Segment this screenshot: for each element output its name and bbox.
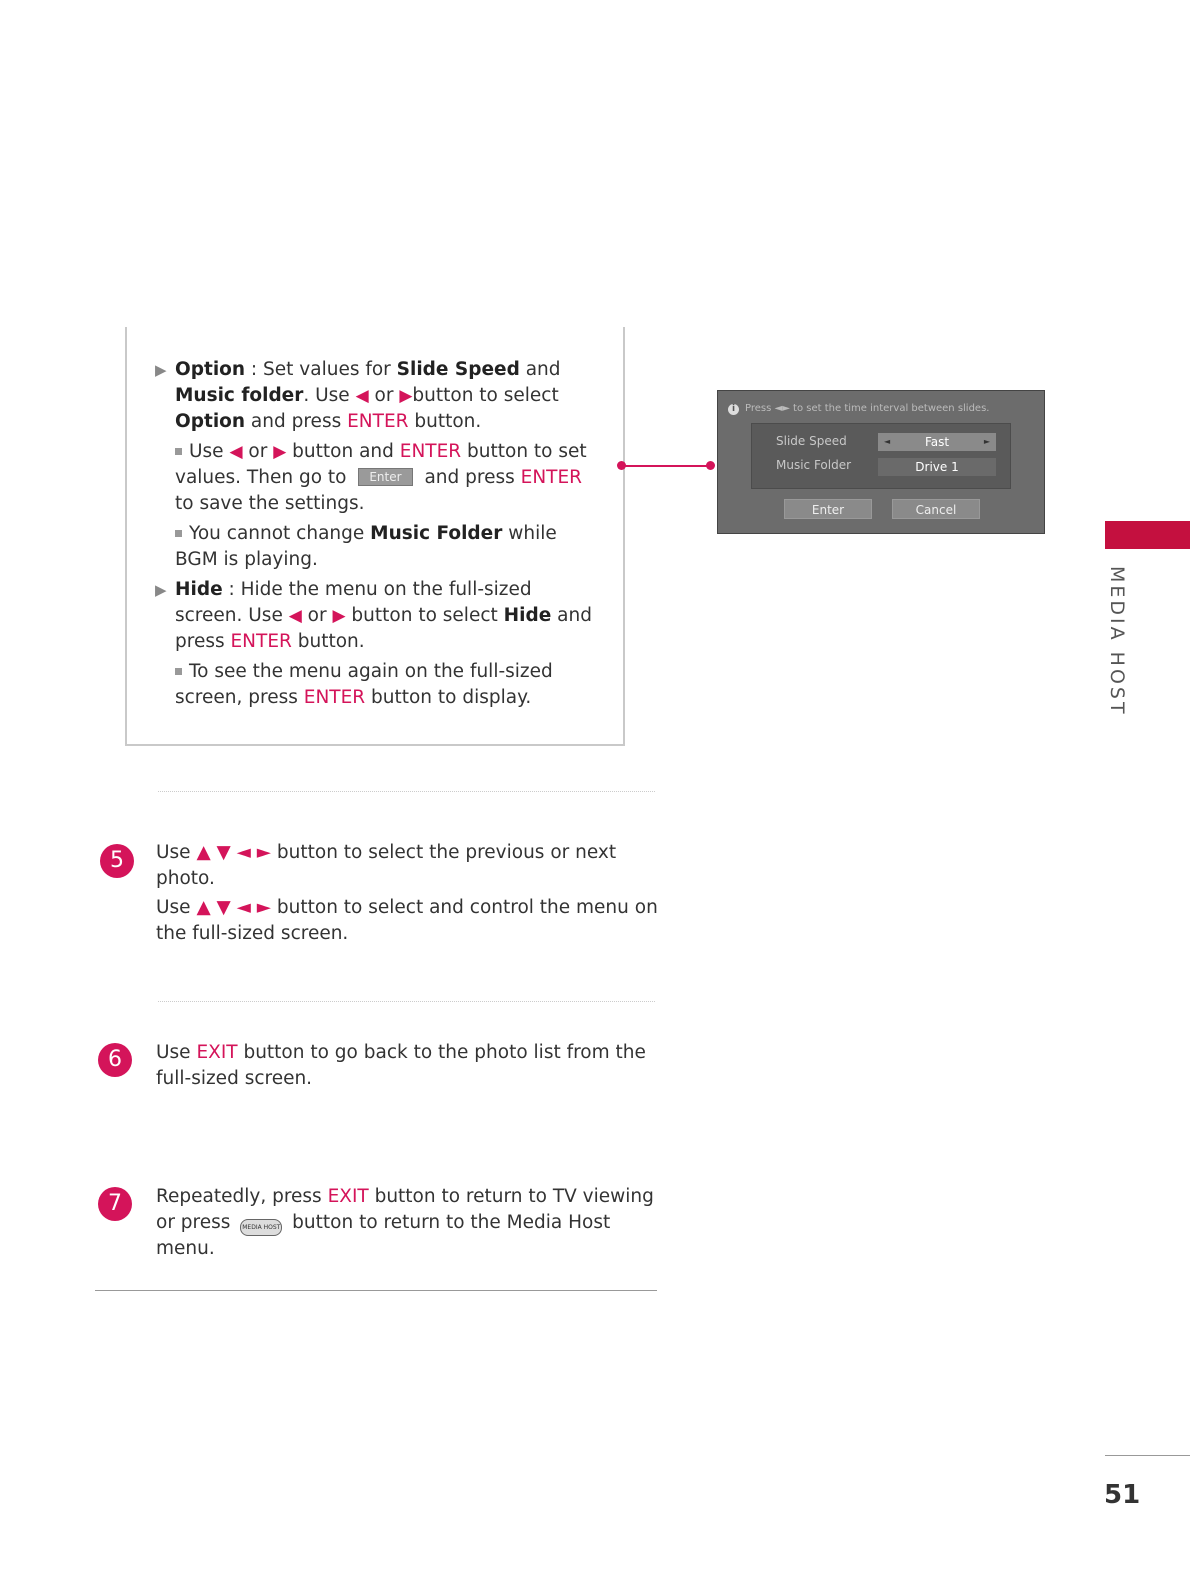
- osd-hint: [728, 403, 989, 415]
- callout-dot-left: [617, 461, 626, 470]
- right-arrow-icon[interactable]: ►: [983, 437, 990, 446]
- option-note-1: [155, 439, 600, 517]
- enter-term: ENTER: [347, 411, 409, 432]
- text: Use: [156, 897, 197, 918]
- slide-speed-term: Slide Speed: [396, 359, 520, 380]
- enter-term: ENTER: [399, 441, 462, 462]
- right-arrow-icon: ▶: [399, 386, 413, 406]
- step-5-badge: 5: [100, 844, 134, 878]
- left-arrow-icon: ◀: [288, 606, 302, 626]
- square-bullet-icon: [175, 448, 182, 455]
- text: and press: [245, 411, 348, 432]
- text: To see the menu again on the full-sized screen, press: [175, 661, 553, 708]
- slide-speed-value: Fast: [924, 435, 950, 449]
- section-label: MEDIA HOST: [1106, 566, 1128, 717]
- text: and: [519, 359, 561, 380]
- osd-settings-panel: [751, 423, 1011, 489]
- osd-hint-text: Press ◄► to set the time interval between slides.: [745, 403, 990, 414]
- text: button to select the previous or next photo.: [156, 842, 617, 889]
- left-arrow-icon[interactable]: ◄: [884, 437, 891, 446]
- text: or: [368, 385, 400, 406]
- option-menu-screenshot: [717, 390, 1045, 534]
- text: button to return to TV viewing or press: [156, 1186, 654, 1233]
- text: Repeatedly, press: [156, 1186, 328, 1207]
- text: button to go back to the photo list from the full-sized screen.: [156, 1042, 646, 1089]
- text: button to return to the Media Host menu.: [156, 1212, 611, 1259]
- square-bullet-icon: [175, 668, 182, 675]
- step-5-text-1: [156, 840, 661, 892]
- music-folder-label: Music Folder: [776, 458, 852, 472]
- text: button and: [286, 441, 400, 462]
- text: or: [301, 605, 333, 626]
- dotted-separator: [158, 1001, 655, 1002]
- left-arrow-icon: ◀: [355, 386, 369, 406]
- hide-note-1: [155, 659, 600, 711]
- text: button to set values. Then go to: [175, 441, 587, 488]
- text: : Hide the menu on the full-sized screen. Use: [175, 579, 532, 626]
- page-number-rule: [1105, 1455, 1190, 1456]
- enter-term: ENTER: [303, 687, 366, 708]
- media-host-button-icon: MEDIA HOST: [240, 1219, 282, 1236]
- square-bullet-icon: [175, 530, 182, 537]
- text: Use: [189, 441, 230, 462]
- step-6-text: [156, 1040, 661, 1092]
- bottom-rule: [95, 1290, 657, 1291]
- text: button.: [291, 631, 365, 652]
- callout-connector-line: [621, 465, 711, 467]
- option-note-2: [155, 521, 600, 573]
- dotted-separator: [158, 791, 655, 792]
- bullet-arrow-icon: ▶: [155, 361, 167, 379]
- enter-chip: Enter: [358, 468, 412, 486]
- option-title: Option: [175, 359, 246, 380]
- text: or: [242, 441, 274, 462]
- text: : Set values for: [245, 359, 397, 380]
- step-6-badge: 6: [98, 1043, 132, 1077]
- text: to save the settings.: [175, 493, 365, 514]
- slide-speed-selector[interactable]: [878, 433, 996, 451]
- music-folder-selector[interactable]: [878, 458, 996, 476]
- osd-enter-button[interactable]: Enter: [784, 499, 872, 519]
- info-icon: i: [728, 404, 739, 415]
- option-bullet: [155, 357, 600, 435]
- left-arrow-icon: ◀: [229, 442, 243, 462]
- osd-cancel-button[interactable]: Cancel: [892, 499, 980, 519]
- text: Use: [156, 1042, 197, 1063]
- step-5-text-2: [156, 895, 661, 947]
- hide-title: Hide: [175, 579, 223, 600]
- text: You cannot change: [189, 523, 371, 544]
- hide-term: Hide: [503, 605, 552, 626]
- arrow-buttons-icon: ▲ ▼ ◄ ►: [196, 897, 272, 918]
- callout-dot-right: [706, 461, 715, 470]
- section-tab: [1105, 521, 1190, 549]
- right-arrow-icon: ▶: [273, 442, 287, 462]
- text: Use: [156, 842, 197, 863]
- page-number: 51: [1104, 1480, 1141, 1510]
- enter-term: ENTER: [230, 631, 292, 652]
- exit-term: EXIT: [327, 1186, 369, 1207]
- bullet-arrow-icon: ▶: [155, 581, 167, 599]
- music-folder-value: Drive 1: [915, 460, 959, 474]
- text: button.: [408, 411, 482, 432]
- option-term: Option: [175, 411, 246, 432]
- text: . Use: [303, 385, 356, 406]
- step-7-badge: 7: [98, 1187, 132, 1221]
- music-folder-term: Music folder: [175, 385, 304, 406]
- enter-term: ENTER: [520, 467, 582, 488]
- info-box-text: [155, 357, 600, 711]
- text: button to select: [412, 385, 559, 406]
- text: and press: [175, 605, 592, 652]
- slide-speed-label: Slide Speed: [776, 434, 847, 448]
- hide-bullet: [155, 577, 600, 655]
- text: and press: [418, 467, 521, 488]
- text: button to select and control the menu on the full-sized screen.: [156, 897, 658, 944]
- arrow-buttons-icon: ▲ ▼ ◄ ►: [196, 842, 272, 863]
- exit-term: EXIT: [196, 1042, 238, 1063]
- right-arrow-icon: ▶: [332, 606, 346, 626]
- text: button to select: [345, 605, 504, 626]
- option-hide-info-box: [125, 327, 625, 746]
- text: while BGM is playing.: [175, 523, 557, 570]
- step-7-text: [156, 1184, 661, 1262]
- music-folder-term: Music Folder: [370, 523, 503, 544]
- text: button to display.: [365, 687, 532, 708]
